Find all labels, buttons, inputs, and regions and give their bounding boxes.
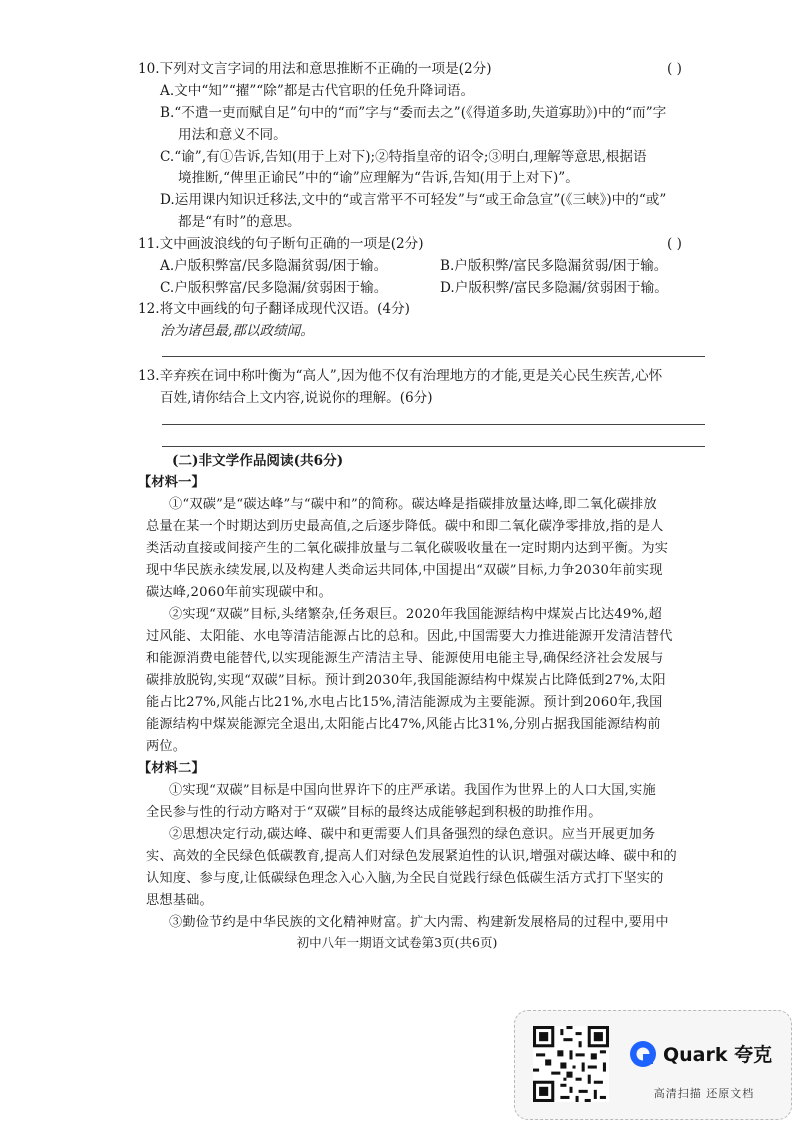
qr-code-icon[interactable] <box>533 1025 609 1103</box>
q10-option-b-cont: 用法和意义不同。 <box>178 127 287 143</box>
material2-line: 实、高效的全民绿色低碳教育,提高人们对绿色发展紧迫性的认识,增强对碳达峰、碳中和的 <box>146 849 677 864</box>
quark-tagline: 高清扫描 还原文档 <box>653 1087 755 1100</box>
material2-line: ①实现“双碳”目标是中国向世界许下的庄严承诺。我国作为世界上的人口大国,实施 <box>169 783 656 798</box>
material1-line: 总量在某一个时期达到历史最高值,之后逐步降低。碳中和即二氧化碳净零排放,指的是人 <box>146 519 664 534</box>
q10-option-a: A.文中“知”“擢”“除”都是古代官职的任免升降词语。 <box>160 83 475 99</box>
material2-label: 【材料二】 <box>138 761 205 776</box>
q11-option-a: A.户版积弊富/民多隐漏贫弱/困于输。 <box>160 258 388 274</box>
material1-line: ①“双碳”是“碳达峰”与“碳中和”的简称。碳达峰是指碳排放量达峰,即二氧化碳排放 <box>169 497 657 512</box>
material1-line: 过风能、太阳能、水电等清洁能源占比的总和。因此,中国需要大力推进能源开发清洁替代 <box>146 629 673 644</box>
q11-stem: 11.文中画波浪线的句子断句正确的一项是(2分) <box>138 236 424 252</box>
answer-line <box>162 356 705 357</box>
material2-line: ③勤俭节约是中华民族的文化精神财富。扩大内需、构建新发展格局的过程中,要用中 <box>169 915 669 930</box>
material2-line: 思想基础。 <box>146 893 213 908</box>
page-footer: 初中八年一期语文试卷第3页(共6页) <box>296 935 498 950</box>
material2-line: 认知度、参与度,让低碳绿色理念入心入脑,为全民自觉践行绿色低碳生活方式打下坚实的 <box>146 871 664 886</box>
q11-option-c: C.户版积弊富/民多隐漏/贫弱困于输。 <box>160 280 388 296</box>
q11-option-b: B.户版积弊/富民多隐漏贫弱/困于输。 <box>440 258 668 274</box>
material1-line: 现中华民族永续发展,以及构建人类命运共同体,中国提出“双碳”目标,力争2030年前实现 <box>146 563 663 578</box>
q13-stem: 13.辛弃疾在词中称叶衡为“高人”,因为他不仅有治理地方的才能,更是关心民生疾苦,心怀 <box>138 368 663 384</box>
material1-label: 【材料一】 <box>138 475 205 490</box>
q10-option-d-cont: 都是“有时”的意思。 <box>178 214 301 230</box>
q12-stem: 12.将文中画线的句子翻译成现代汉语。(4分) <box>138 301 410 317</box>
material1-line: 能源结构中煤炭能源完全退出,太阳能占比47%,风能占比31%,分别占据我国能源结构前 <box>146 717 661 732</box>
material2-line: ②思想决定行动,碳达峰、碳中和更需要人们具备强烈的绿色意识。应当开展更加务 <box>169 827 656 842</box>
material1-line: 和能源消费电能替代,以实现能源生产清洁主导、能源使用电能主导,确保经济社会发展与 <box>146 651 664 666</box>
material1-line: 碳达峰,2060年前实现碳中和。 <box>146 585 333 600</box>
material1-line: 两位。 <box>146 739 187 754</box>
q10-option-c-cont: 境推断,“俾里正谕民”中的“谕”应理解为“告诉,告知(用于上对下)”。 <box>178 170 579 186</box>
material1-line: 碳排放脱钩,实现“双碳”目标。预计到2030年,我国能源结构中煤炭占比降低到27%,太阳 <box>146 673 666 688</box>
material2-line: 全民参与性的行动方略对于“双碳”目标的最终达成能够起到积极的助推作用。 <box>146 805 602 820</box>
quark-logo-icon <box>627 1037 781 1071</box>
quark-watermark[interactable] <box>514 1010 792 1120</box>
q10-option-c: C.“谕”,有①告诉,告知(用于上对下);②特指皇帝的诏令;③明白,理解等意思,根据语 <box>160 149 647 165</box>
q10-answer-paren: ( ) <box>667 61 682 77</box>
q12-sentence: 治为诸邑最,郡以政绩闻。 <box>160 323 314 339</box>
q10-option-b: B.“不遣一吏而赋自足”句中的“而”字与“委而去之”(《得道多助,失道寡助》)中的“而”字 <box>160 105 667 121</box>
section-title: (二)非文学作品阅读(共6分) <box>172 453 344 469</box>
q11-option-d: D.户版积弊/富民多隐漏/贫弱困于输。 <box>440 280 668 296</box>
answer-line <box>162 424 705 425</box>
q13-stem-cont: 百姓,请你结合上文内容,说说你的理解。(6分) <box>160 390 433 406</box>
q11-answer-paren: ( ) <box>667 236 682 252</box>
answer-line <box>162 446 705 447</box>
material1-line: 能占比27%,风能占比21%,水电占比15%,清洁能源成为主要能源。预计到2060年,我国 <box>146 695 663 710</box>
material1-line: 类活动直接或间接产生的二氧化碳排放量与二氧化碳吸收量在一定时期内达到平衡。为实 <box>146 541 669 556</box>
q10-option-d: D.运用课内知识迁移法,文中的“或言常平不可轻发”与“或王命急宣”(《三峡》)中的“或” <box>160 192 667 208</box>
q10-stem: 10.下列对文言字词的用法和意思推断不正确的一项是(2分) <box>138 61 492 77</box>
quark-brand-text: Quark 夸克 <box>663 1044 773 1066</box>
material1-line: ②实现“双碳”目标,头绪繁杂,任务艰巨。2020年我国能源结构中煤炭占比达49%,超 <box>169 607 662 622</box>
